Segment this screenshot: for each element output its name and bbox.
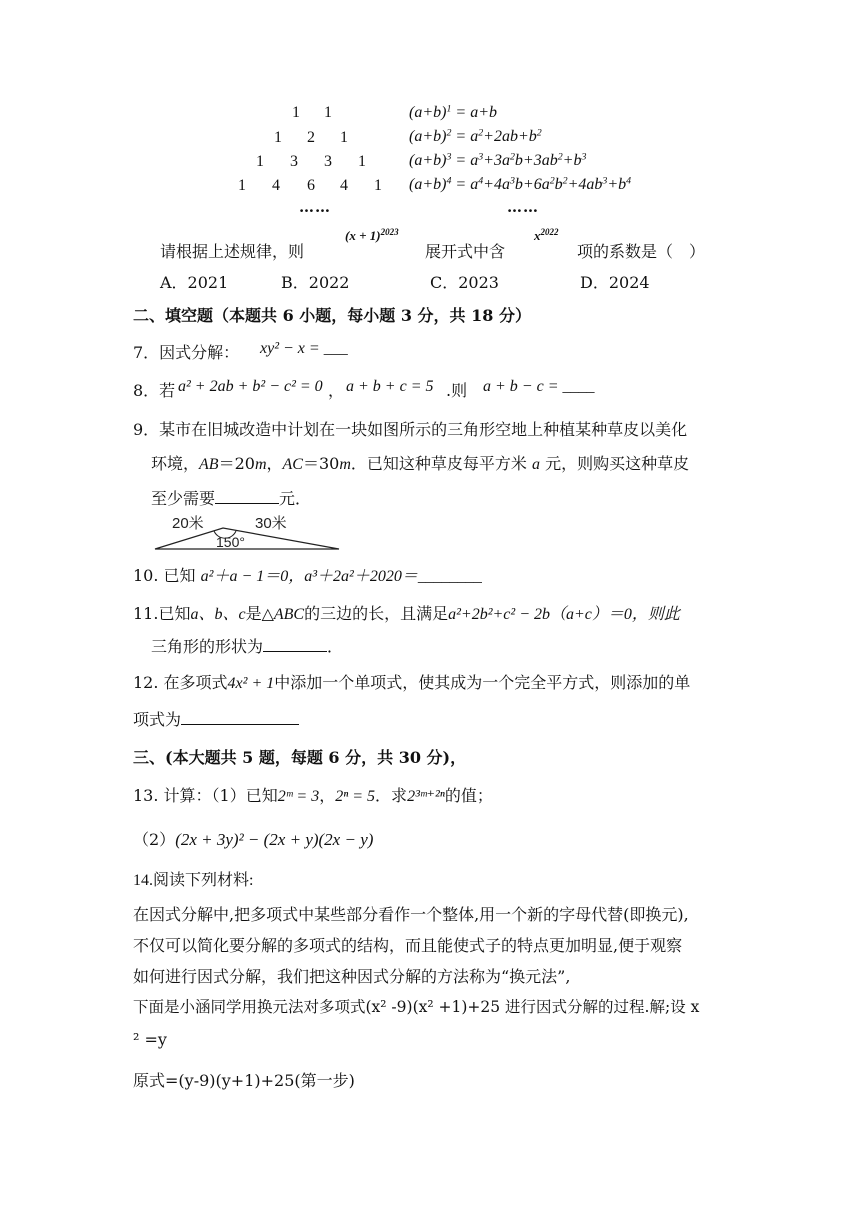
pascal-r1-c2: 1 — [324, 104, 332, 121]
q6-term-exp: 2022 — [540, 227, 559, 238]
q9-ac: AC — [282, 456, 303, 473]
pascal-r1-c1: 1 — [292, 104, 300, 121]
q6-option-b: B．2022 — [281, 273, 350, 292]
q6-expr-exp: 2023 — [380, 227, 399, 238]
q13-sep: ， — [319, 786, 336, 805]
q6-prompt-c: 项的系数是（ ） — [577, 242, 706, 261]
q9-line3 — [151, 486, 311, 509]
q9-yuan: 元． — [279, 489, 312, 508]
q14-title: 14.阅读下列材料: — [133, 872, 254, 889]
q8-expr3: a + b − c = ____ — [483, 378, 595, 395]
q6-option-d: D．2024 — [580, 273, 650, 292]
q9-ab: AB — [199, 456, 219, 473]
fig-label-left: 20米 — [172, 515, 204, 532]
q6-expr-base: (x + 1) — [345, 228, 381, 243]
q11-cond: 的三边的长，且满足 — [304, 604, 449, 623]
pascal-r2-c2: 2 — [307, 129, 315, 146]
pascal-r4-c3: 6 — [307, 177, 315, 194]
pascal-r3-c1: 1 — [256, 153, 264, 170]
q11-vars: a、b、c — [190, 606, 246, 623]
q9-need: 至少需要 — [151, 489, 216, 508]
q9-a: a — [532, 456, 541, 473]
q11-line2 — [151, 634, 343, 657]
q13-e2: 2ⁿ = 5 — [335, 788, 376, 805]
q9-m1: m — [254, 456, 267, 473]
q11-label: 11.已知 — [133, 604, 191, 623]
q13-line2 — [133, 827, 373, 850]
q11-line1 — [133, 601, 680, 624]
q13-part2-expr: (2x + 3y)² − (2x + y)(2x − y) — [175, 830, 374, 849]
q13-e3: 2³ᵐ⁺²ⁿ — [407, 788, 445, 805]
q9-answer-blank[interactable] — [215, 488, 279, 504]
section-3-title: 三、(本大题共 5 题，每题 6 分，共 30 分)， — [133, 748, 467, 767]
q9-eq1: ＝20 — [218, 454, 255, 473]
q9-env: 环境， — [151, 454, 200, 473]
q6-option-a: A．2021 — [160, 273, 229, 292]
q13-find: ．求 — [375, 786, 408, 805]
q6-prompt-b: 展开式中含 — [425, 242, 506, 261]
formula-power-1: $(a+b)^1 = a+b$ — [409, 103, 497, 121]
q13-e1: 2ᵐ = 3 — [277, 788, 320, 805]
q12-text: 中添加一个单项式，使其成为一个完全平方式，则添加的单 — [274, 673, 691, 692]
q12-poly: 4x² + 1 — [227, 675, 275, 692]
q9-eq2: ＝30 — [302, 454, 340, 473]
pascal-r2-c3: 1 — [340, 129, 348, 146]
q14-p6: 原式=(y-9)(y+1)+25(第一步) — [133, 1071, 355, 1090]
q9-buy: 元，则购买这种草皮 — [545, 454, 690, 473]
q9-line2 — [151, 451, 689, 474]
triangle-figure — [150, 510, 345, 554]
q8-label: 8．若 — [133, 381, 176, 400]
pascal-r3-c3: 3 — [324, 153, 332, 170]
q7-label: 7．因式分解： — [133, 343, 240, 362]
q12-line1 — [133, 670, 690, 693]
pascal-ellipsis: …… — [299, 198, 331, 216]
q6-term-base: x — [534, 228, 541, 243]
q11-period: ． — [327, 637, 344, 656]
q14-p5: ² =y — [133, 1030, 167, 1049]
pascal-r4-c2: 4 — [272, 177, 280, 194]
section-2-title: 二、填空题（本题共 6 小题，每小题 3 分，共 18 分） — [133, 306, 531, 325]
q6-expr — [345, 228, 399, 244]
q10 — [133, 563, 482, 586]
q12-prompt: 项式为 — [133, 710, 182, 729]
q14-p2: 不仅可以简化要分解的多项式的结构，而且能使式子的特点更加明显,便于观察 — [133, 936, 683, 955]
q8-expr1: a² + 2ab + b² − c² = 0 — [178, 378, 323, 395]
q9-line1: 9．某市在旧城改造中计划在一块如图所示的三角形空地上种植某种草皮以美化 — [133, 420, 688, 439]
q8-sep: ， — [328, 381, 345, 400]
q13-line1 — [133, 783, 493, 806]
q6-term — [534, 228, 559, 244]
formula-power-3: $(a+b)^3 = a^3+3a^2b+3ab^2+b^3$ — [409, 151, 587, 169]
formula-ellipsis: …… — [507, 198, 539, 216]
pascal-r2-c1: 1 — [274, 129, 282, 146]
formula-power-4: $(a+b)^4 = a^4+4a^3b+6a^2b^2+4ab^3+b^4$ — [409, 175, 632, 193]
formula-power-2: $(a+b)^2 = a^2+2ab+b^2$ — [409, 127, 542, 145]
q7-expr: xy² − x = ___ — [260, 340, 348, 357]
q12-label: 12. 在多项式 — [133, 673, 228, 692]
pascal-r4-c1: 1 — [238, 177, 246, 194]
q13-label: 13. 计算：（1）已知 — [133, 786, 278, 805]
fig-label-right: 30米 — [255, 515, 287, 532]
q11-shape-prompt: 三角形的形状为 — [151, 637, 264, 656]
pascal-r3-c2: 3 — [290, 153, 298, 170]
pascal-r4-c5: 1 — [374, 177, 382, 194]
q14-p4: 下面是小涵同学用换元法对多项式(x² -9)(x² +1)+25 进行因式分解的过程.解;设 x — [133, 998, 700, 1016]
q6-prompt-a: 请根据上述规律，则 — [160, 242, 305, 261]
q11-expr: a²+2b²+c² − 2b（a+c）＝0，则此 — [448, 606, 680, 623]
pascal-r4-c4: 4 — [340, 177, 348, 194]
q6-option-c: C．2023 — [430, 273, 499, 292]
q13-value: 的值； — [444, 786, 493, 805]
q10-expr: a²＋a − 1＝0，a³＋2a²＋2020＝________ — [200, 568, 482, 585]
q8-expr2: a + b + c = 5 — [346, 378, 434, 395]
q11-triangle: 是△ — [245, 604, 274, 623]
q9-sep: ， — [266, 454, 283, 473]
q14-p1: 在因式分解中,把多项式中某些部分看作一个整体,用一个新的字母代替(即换元), — [133, 905, 689, 924]
q11-answer-blank[interactable] — [263, 636, 327, 652]
q10-label: 10. 已知 — [133, 566, 196, 585]
q14-p3: 如何进行因式分解，我们把这种因式分解的方法称为“换元法”, — [133, 967, 571, 986]
q12-answer-blank[interactable] — [181, 709, 299, 725]
q11-abc: ABC — [273, 606, 305, 623]
q9-known: ．已知这种草皮每平方米 — [350, 454, 527, 473]
q9-m2: m — [339, 456, 351, 473]
q13-part2-label: （2） — [133, 830, 176, 849]
q12-line2 — [133, 707, 299, 730]
fig-label-angle: 150° — [216, 534, 245, 550]
pascal-r3-c4: 1 — [358, 153, 366, 170]
q8-mid: .则 — [446, 381, 468, 400]
